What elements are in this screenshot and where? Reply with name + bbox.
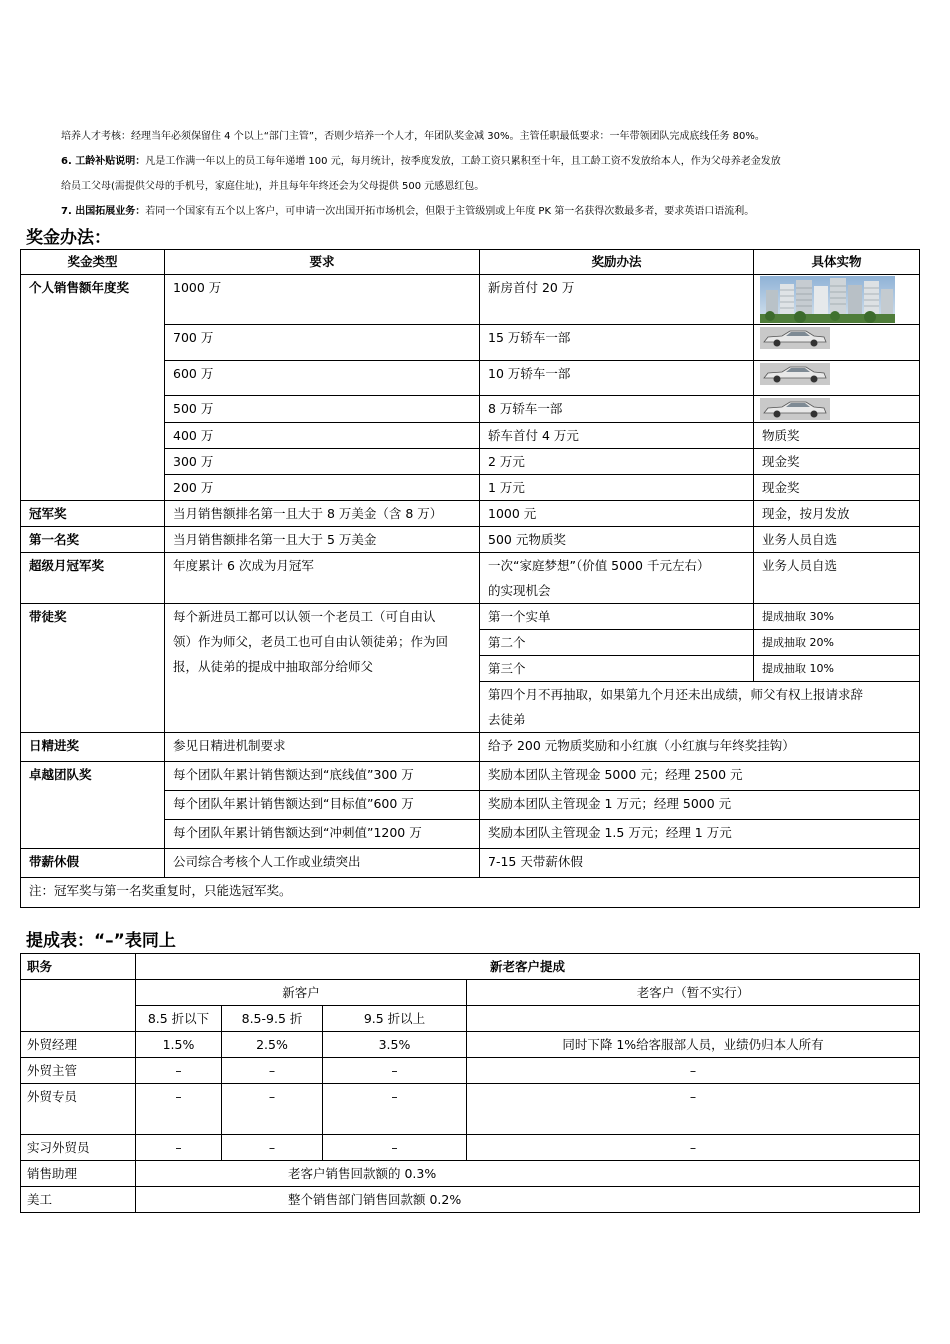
intro-item-6-title: 6. 工龄补贴说明： [61,156,146,167]
table-row [21,1187,920,1213]
new-customer-header: 新客户 [136,980,467,1006]
intro-item-6-text: 凡是工作满一年以上的员工每年递增 100 元，每月统计，按季度发放，工龄工资只累积至十年，且工龄工资不发放给本人，作为父母养老金发放 [145,156,781,167]
mentor-req-line1: 每个新进员工都可以认领一个老员工（可自由认 [173,609,436,624]
mentor-last-line2: 去徒弟 [488,712,526,727]
rate-b: – [222,1084,323,1135]
team-req: 每个团队年累计销售额达到“冲刺值”1200 万 [165,820,480,849]
designer-rate: 整个销售部门销售回款额 0.2% [136,1187,920,1213]
intro-item-7-title: 7. 出国拓展业务： [61,206,146,217]
old-rate: – [467,1084,920,1135]
tier-above-95: 9.5 折以上 [323,1006,467,1032]
annual-req: 200 万 [165,475,480,501]
annual-req: 700 万 [165,325,480,361]
mentor-req-line2: 领）作为师父，老员工也可自由认领徒弟；作为回 [173,634,449,649]
champion-reward: 1000 元 [480,501,754,527]
first-reward: 500 元物质奖 [480,527,754,553]
mentor-last [480,682,920,733]
rate-b: 2.5% [222,1032,323,1058]
bonus-table [20,249,920,908]
daily-req: 参见日精进机制要求 [165,733,480,762]
assistant-rate: 老客户销售回款额的 0.3% [136,1161,920,1187]
super-reward-line2: 的实现机会 [488,583,551,598]
header-physical-item: 具体实物 [754,250,920,275]
annual-req: 500 万 [165,396,480,423]
intro-item-6 [61,155,781,169]
rate-c: 3.5% [323,1032,467,1058]
car-image [760,363,830,385]
annual-reward: 1 万元 [480,475,754,501]
intro-item-7 [61,205,754,219]
annual-item: 现金奖 [754,449,920,475]
annual-item: 物质奖 [754,423,920,449]
bonus-type-annual: 个人销售额年度奖 [21,275,165,501]
super-item: 业务人员自选 [754,553,920,604]
mentor-item: 提成抽取 30% [754,604,920,630]
table-row [21,604,920,630]
team-reward: 奖励本团队主管现金 5000 元；经理 2500 元 [480,762,920,791]
first-item: 业务人员自选 [754,527,920,553]
annual-reward: 8 万轿车一部 [480,396,754,423]
commission-table [20,953,920,1213]
team-req: 每个团队年累计销售额达到“目标值”600 万 [165,791,480,820]
bonus-type-mentor: 带徒奖 [21,604,165,733]
role: 外贸主管 [21,1058,136,1084]
header-reward: 奖励办法 [480,250,754,275]
table-row [21,980,920,1006]
champion-req: 当月销售额排名第一且大于 8 万美金（含 8 万） [165,501,480,527]
annual-reward: 新房首付 20 万 [480,275,754,325]
bonus-type-champion: 冠军奖 [21,501,165,527]
table-row [21,501,920,527]
table-row [21,1032,920,1058]
daily-reward: 给予 200 元物质奖励和小红旗（小红旗与年终奖挂钩） [480,733,920,762]
col-position: 职务 [21,954,136,980]
table-row [21,849,920,878]
car-image [760,327,830,349]
super-reward [480,553,754,604]
mentor-item: 提成抽取 20% [754,630,920,656]
first-req: 当月销售额排名第一且大于 5 万美金 [165,527,480,553]
role: 外贸经理 [21,1032,136,1058]
mentor-req-line3: 报，从徒弟的提成中抽取部分给师父 [173,659,374,674]
commission-heading: 提成表：“–”表同上 [26,931,176,951]
old-rate: – [467,1058,920,1084]
mentor-req [165,604,480,733]
rate-a: – [136,1058,222,1084]
annual-reward: 轿车首付 4 万元 [480,423,754,449]
old-customer-header: 老客户（暂不实行） [467,980,920,1006]
rate-a: – [136,1084,222,1135]
role-designer: 美工 [21,1187,136,1213]
old-rate: – [467,1135,920,1161]
intro-item-7-text: 若同一个国家有五个以上客户，可申请一次出国开拓市场机会，但限于主管级别或上年度 PK 第一名获得次数最多者，要求英语口语流利。 [145,206,755,217]
table-row [21,954,920,980]
annual-req: 600 万 [165,361,480,396]
table-row [21,1084,920,1135]
team-req: 每个团队年累计销售额达到“底线值”300 万 [165,762,480,791]
role-assistant: 销售助理 [21,1161,136,1187]
intro-item-6-cont: 给员工父母(需提供父母的手机号，家庭住址)，并且每年年终还会为父母提供 500 元感恩红包。 [61,181,485,192]
table-row [21,733,920,762]
header-bonus-type: 奖金类型 [21,250,165,275]
bonus-type-daily: 日精进奖 [21,733,165,762]
bonus-type-super: 超级月冠军奖 [21,553,165,604]
leave-reward: 7-15 天带薪休假 [480,849,920,878]
mentor-item: 提成抽取 10% [754,656,920,682]
annual-req: 400 万 [165,423,480,449]
bonus-heading: 奖金办法： [26,228,111,248]
rate-b: – [222,1135,323,1161]
building-image [760,276,895,323]
super-reward-line1: 一次“家庭梦想”（价值 5000 千元左右） [488,558,710,573]
mentor-last-line1: 第四个月不再抽取，如果第九个月还未出成绩，师父有权上报请求辞 [488,687,864,702]
table-row [21,1006,920,1032]
annual-item: 现金奖 [754,475,920,501]
bonus-header-row [21,250,920,275]
intro-line-talent: 培养人才考核：经理当年必须保留住 4 个以上“部门主管”，否则少培养一个人才，年团队奖金减 30%。主管任职最低要求：一年带领团队完成底线任务 80%。 [61,131,765,142]
bonus-type-first: 第一名奖 [21,527,165,553]
annual-reward: 2 万元 [480,449,754,475]
old-rate: 同时下降 1%给客服部人员，业绩仍归本人所有 [467,1032,920,1058]
table-row [21,527,920,553]
table-row [21,553,920,604]
rate-c: – [323,1084,467,1135]
rate-c: – [323,1058,467,1084]
annual-reward: 15 万轿车一部 [480,325,754,361]
rate-a: – [136,1135,222,1161]
mentor-reward: 第一个实单 [480,604,754,630]
table-row [21,1058,920,1084]
annual-reward: 10 万轿车一部 [480,361,754,396]
table-row [21,1161,920,1187]
table-row [21,762,920,791]
annual-req: 1000 万 [165,275,480,325]
bonus-type-team: 卓越团队奖 [21,762,165,849]
team-reward: 奖励本团队主管现金 1 万元；经理 5000 元 [480,791,920,820]
role: 实习外贸员 [21,1135,136,1161]
role: 外贸专员 [21,1084,136,1135]
bonus-note: 注：冠军奖与第一名奖重复时，只能选冠军奖。 [21,878,920,908]
rate-b: – [222,1058,323,1084]
annual-req: 300 万 [165,449,480,475]
tier-85-95: 8.5-9.5 折 [222,1006,323,1032]
team-reward: 奖励本团队主管现金 1.5 万元；经理 1 万元 [480,820,920,849]
col-main: 新老客户提成 [136,954,920,980]
mentor-reward: 第三个 [480,656,754,682]
header-requirement: 要求 [165,250,480,275]
tier-below-85: 8.5 折以下 [136,1006,222,1032]
car-image [760,398,830,420]
table-row [21,878,920,908]
rate-a: 1.5% [136,1032,222,1058]
leave-req: 公司综合考核个人工作或业绩突出 [165,849,480,878]
table-row [21,1135,920,1161]
champion-item: 现金，按月发放 [754,501,920,527]
super-req: 年度累计 6 次成为月冠军 [165,553,480,604]
mentor-reward: 第二个 [480,630,754,656]
bonus-type-leave: 带薪休假 [21,849,165,878]
table-row [21,275,920,325]
rate-c: – [323,1135,467,1161]
